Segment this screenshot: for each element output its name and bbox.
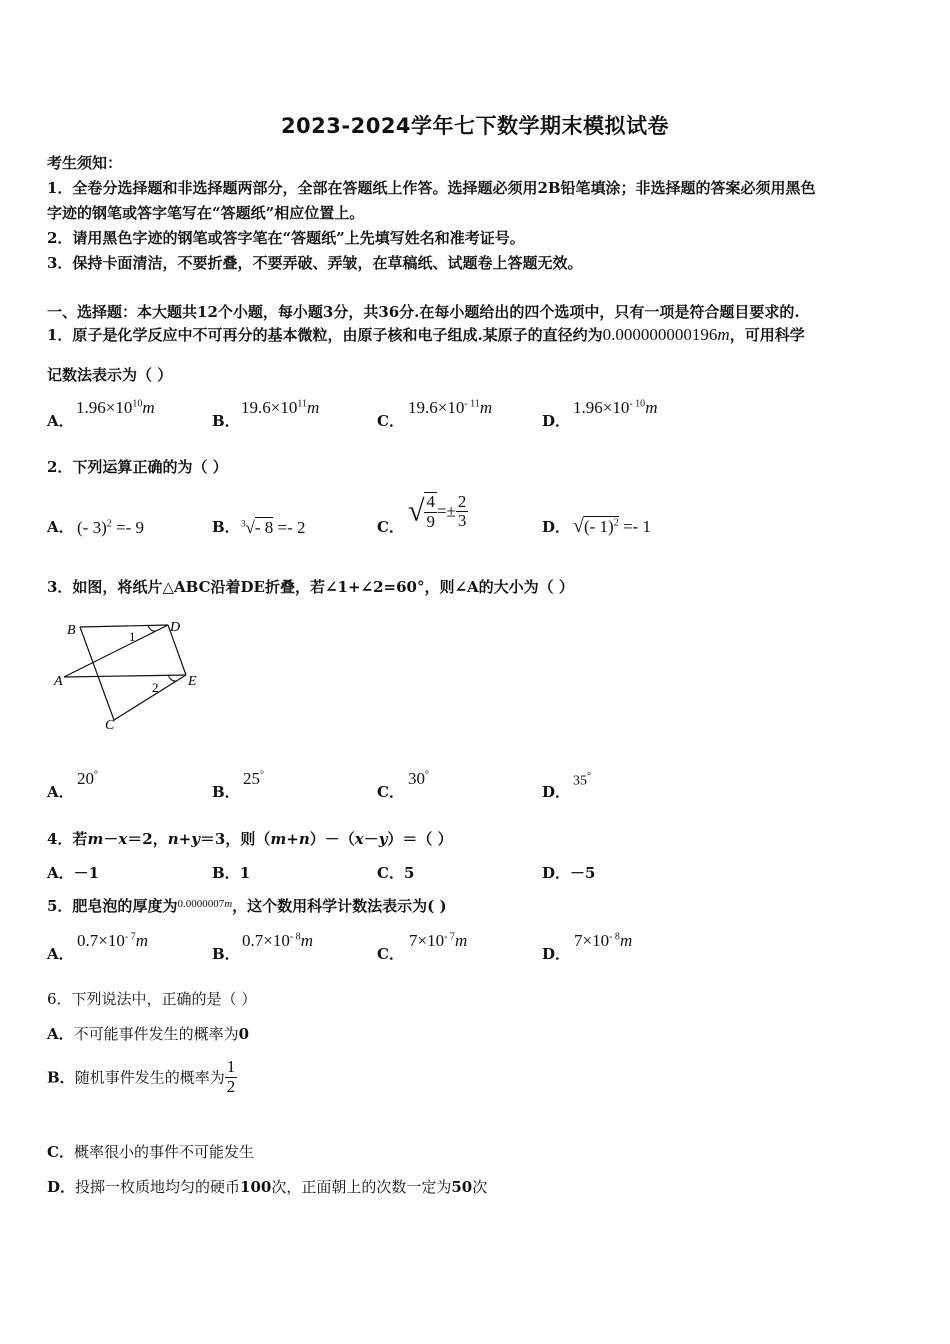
q6-a-label: A． xyxy=(47,1025,74,1043)
q3-d-val: 35 xyxy=(573,773,587,789)
q4-option-b[interactable] xyxy=(212,862,250,883)
q5-option-d[interactable] xyxy=(574,931,632,951)
q2-label-a: A． xyxy=(47,518,74,536)
q4-d-val: －5 xyxy=(570,864,596,882)
q6-option-a[interactable] xyxy=(47,1023,249,1044)
q1-b-unit: m xyxy=(306,398,320,417)
notice-heading: 考生须知： xyxy=(47,154,123,172)
q3-option-c[interactable] xyxy=(408,769,429,789)
q5-label-b: B． xyxy=(212,945,240,963)
q3-b-deg: ° xyxy=(260,769,264,781)
q5-c-unit: m xyxy=(454,931,468,950)
q2-c-eq: =± xyxy=(436,501,456,521)
q4-stem-a: 4．若 xyxy=(47,830,88,848)
q4-x: x xyxy=(118,830,128,848)
line-bd xyxy=(80,625,168,627)
q2-a-rest: =- 9 xyxy=(111,518,144,537)
q3-a-val: 20 xyxy=(77,769,94,788)
q2-b-radicand: - 8 xyxy=(254,518,274,537)
q1-option-d[interactable] xyxy=(573,398,657,418)
q1-option-b[interactable] xyxy=(241,398,319,418)
q2-option-d[interactable] xyxy=(573,515,651,538)
q6-stem: 6．下列说法中，正确的是（ ） xyxy=(47,990,257,1008)
q4-x2: x xyxy=(354,830,364,848)
q2-d-exp: 2 xyxy=(613,517,619,529)
q2-label-c: C． xyxy=(377,518,404,536)
q2-a-base: (- 3) xyxy=(77,518,107,537)
q1-c-unit: m xyxy=(479,398,493,417)
q6-d-text2: 次，正面朝上的次数一定为 xyxy=(271,1178,452,1196)
q4-plus2: + xyxy=(286,830,299,848)
q6-b-num: 1 xyxy=(226,1057,236,1076)
q3-c-val: 30 xyxy=(408,769,425,788)
q5-label-d: D． xyxy=(542,945,571,963)
page-title: 2023-2024学年七下数学期末模拟试卷 xyxy=(280,114,670,138)
q2-c-radical-icon: √ xyxy=(408,494,425,528)
q4-stem xyxy=(47,828,453,849)
q1-stem xyxy=(47,324,805,345)
q1-label-b: B． xyxy=(212,412,240,430)
q3-a-deg: ° xyxy=(94,769,98,781)
q4-stem-c: ＝3，则（ xyxy=(199,830,271,848)
label-a: A xyxy=(54,674,63,689)
angle1-arc xyxy=(148,626,156,631)
notice-line3: 3．保持卡面清洁，不要折叠，不要弄破、弄皱，在草稿纸、试题卷上答题无效。 xyxy=(47,254,583,272)
q2-option-a[interactable] xyxy=(77,518,144,538)
notice-line1: 1．全卷分选择题和非选择题两部分，全部在答题纸上作答。选择题必须用2B铅笔填涂；非选择题的答案必须用黑色 xyxy=(47,179,816,197)
q2-c-den2: 3 xyxy=(457,511,467,531)
q2-b-radical-icon: √ xyxy=(245,518,255,537)
line-ad xyxy=(64,625,168,677)
q6-b-text: 随机事件发生的概率为 xyxy=(74,1068,225,1087)
q5-a-base: 0.7×10 xyxy=(77,931,125,950)
q5-c-exp: - 7 xyxy=(444,931,455,943)
q3-label-d: D． xyxy=(542,783,571,801)
label-b: B xyxy=(67,623,76,638)
q2-option-c[interactable] xyxy=(408,492,468,531)
q6-d-label: D． xyxy=(47,1178,76,1196)
q6-option-d[interactable] xyxy=(47,1176,487,1197)
q4-b-label: B． xyxy=(212,864,240,882)
q6-d-v2: 50 xyxy=(451,1178,473,1196)
q2-b-index: 3 xyxy=(241,518,246,529)
q1-stem-c: 记数法表示为（ ） xyxy=(47,366,173,384)
q5-b-exp: - 8 xyxy=(289,931,301,943)
q4-m: m xyxy=(87,830,104,848)
q1-c-base: 19.6×10 xyxy=(408,398,465,417)
q5-option-a[interactable] xyxy=(77,931,148,951)
q4-a-label: A． xyxy=(47,864,74,882)
q6-d-v1: 100 xyxy=(240,1178,272,1196)
q3-figure xyxy=(50,612,210,734)
q5-a-unit: m xyxy=(135,931,148,950)
section-heading: 一、选择题：本大题共12个小题，每小题3分，共36分.在每小题给出的四个选项中，只有一项是符合题目要求的. xyxy=(47,303,800,321)
q1-a-unit: m xyxy=(142,398,155,417)
q6-b-den: 2 xyxy=(226,1076,236,1096)
q1-b-exp: 11 xyxy=(297,398,307,410)
q4-option-d[interactable] xyxy=(542,862,595,883)
q4-m2: m xyxy=(270,830,287,848)
q3-label-c: C． xyxy=(377,783,404,801)
q1-stem-unit: m xyxy=(717,325,730,344)
q1-d-exp: - 10 xyxy=(629,398,646,410)
q5-label-c: C． xyxy=(377,945,404,963)
q4-stem-e: ）＝（ ） xyxy=(387,830,453,848)
line-ce xyxy=(114,675,186,720)
q4-b-val: 1 xyxy=(239,864,251,882)
q6-c-text: 概率很小的事件不可能发生 xyxy=(73,1143,254,1161)
q4-dash: － xyxy=(103,830,119,848)
notice-line1b: 字迹的钢笔或答字笔写在“答题纸”相应位置上。 xyxy=(47,204,365,222)
q3-option-d[interactable] xyxy=(573,771,591,790)
line-bc xyxy=(80,627,114,720)
q6-a-text: 不可能事件发生的概率为 xyxy=(73,1025,239,1043)
q5-a-exp: - 7 xyxy=(124,931,136,943)
q6-d-text3: 次 xyxy=(472,1178,488,1196)
q5-b-base: 0.7×10 xyxy=(242,931,290,950)
q4-n: n xyxy=(167,830,179,848)
q4-y2: y xyxy=(378,830,388,848)
q1-option-c[interactable] xyxy=(408,398,492,418)
notice-line2: 2．请用黑色字迹的钢笔或答字笔在“答题纸”上先填写姓名和准考证号。 xyxy=(47,229,525,247)
q5-b-unit: m xyxy=(300,931,313,950)
q4-option-a[interactable] xyxy=(47,862,99,883)
q4-n2: n xyxy=(298,830,310,848)
q4-a-val: －1 xyxy=(73,864,100,882)
q5-stem xyxy=(47,895,447,916)
q1-stem-num: 0.000000000196 xyxy=(602,325,718,344)
q1-a-base: 1.96×10 xyxy=(76,398,133,417)
q3-label-a: A． xyxy=(47,783,74,801)
q2-d-rest: =- 1 xyxy=(618,517,651,536)
q5-stem-num: 0.0000007 xyxy=(177,898,225,910)
q1-stem-a: 1．原子是化学反应中不可再分的基本微粒，由原子核和电子组成.某原子的直径约为 xyxy=(47,326,603,344)
q5-label-a: A． xyxy=(47,945,74,963)
label-d: D xyxy=(170,620,181,635)
q1-a-exp: 10 xyxy=(132,398,143,410)
q3-stem: 3．如图，将纸片△ABC沿着DE折叠，若∠1+∠2=60°，则∠A的大小为（ ） xyxy=(47,578,574,596)
q1-label-c: C． xyxy=(377,412,404,430)
q5-d-unit: m xyxy=(619,931,633,950)
q4-c-val: 5 xyxy=(403,864,415,882)
q4-c-label: C． xyxy=(377,864,404,882)
q1-d-unit: m xyxy=(645,398,658,417)
label-e: E xyxy=(188,674,197,689)
label-angle1: 1 xyxy=(129,629,136,644)
q6-option-c[interactable] xyxy=(47,1141,254,1162)
q1-option-a[interactable] xyxy=(76,398,155,418)
q5-option-b[interactable] xyxy=(242,931,313,951)
q5-option-c[interactable] xyxy=(409,931,467,951)
q2-c-num: 4 xyxy=(426,492,435,511)
q4-option-c[interactable] xyxy=(377,862,414,883)
q3-c-deg: ° xyxy=(425,769,429,781)
q1-label-a: A． xyxy=(47,412,74,430)
q2-option-b[interactable] xyxy=(241,518,306,538)
angle2-arc xyxy=(168,675,177,681)
q4-dash2: － xyxy=(363,830,379,848)
q5-d-exp: - 8 xyxy=(609,931,620,943)
q5-stem-a: 5．肥皂泡的厚度为 xyxy=(47,897,178,915)
q1-d-base: 1.96×10 xyxy=(573,398,630,417)
q2-c-num2: 2 xyxy=(457,491,467,511)
q4-y: y xyxy=(191,830,200,848)
q1-stem-b: ，可用科学 xyxy=(729,326,805,344)
q2-d-radical-icon: √ xyxy=(573,515,584,537)
q3-label-b: B． xyxy=(212,783,240,801)
q6-c-label: C． xyxy=(47,1143,74,1161)
q5-stem-unit: m xyxy=(224,898,233,910)
q2-stem: 2．下列运算正确的为（ ） xyxy=(47,458,228,476)
q2-a-exp: 2 xyxy=(106,518,112,530)
q1-label-d: D． xyxy=(542,412,571,430)
q2-label-b: B． xyxy=(212,518,240,536)
q4-stem-b: ＝2， xyxy=(127,830,168,848)
q5-d-base: 7×10 xyxy=(574,931,610,950)
q3-option-b[interactable] xyxy=(243,769,264,789)
q3-option-a[interactable] xyxy=(77,769,98,789)
q5-stem-b: ，这个数用科学计数法表示为( ) xyxy=(232,897,447,915)
q6-d-text1: 投掷一枚质地均匀的硬币 xyxy=(75,1178,241,1196)
q3-d-deg: ° xyxy=(587,771,591,782)
q2-d-radicand: (- 1) xyxy=(583,517,614,536)
label-angle2: 2 xyxy=(152,680,159,695)
q6-a-val: 0 xyxy=(238,1025,250,1043)
q6-option-b[interactable] xyxy=(47,1058,237,1096)
q2-c-den: 9 xyxy=(426,511,435,531)
q1-c-exp: - 11 xyxy=(464,398,480,410)
q1-b-base: 19.6×10 xyxy=(241,398,298,417)
q4-stem-d: ）－（ xyxy=(309,830,355,848)
q5-c-base: 7×10 xyxy=(409,931,445,950)
q4-d-label: D． xyxy=(542,864,571,882)
q2-b-rest: =- 2 xyxy=(273,518,306,537)
q2-label-d: D． xyxy=(542,518,571,536)
q3-b-val: 25 xyxy=(243,769,260,788)
q4-plus: + xyxy=(178,830,192,848)
q6-b-label: B． xyxy=(47,1068,75,1087)
label-c: C xyxy=(105,718,115,733)
